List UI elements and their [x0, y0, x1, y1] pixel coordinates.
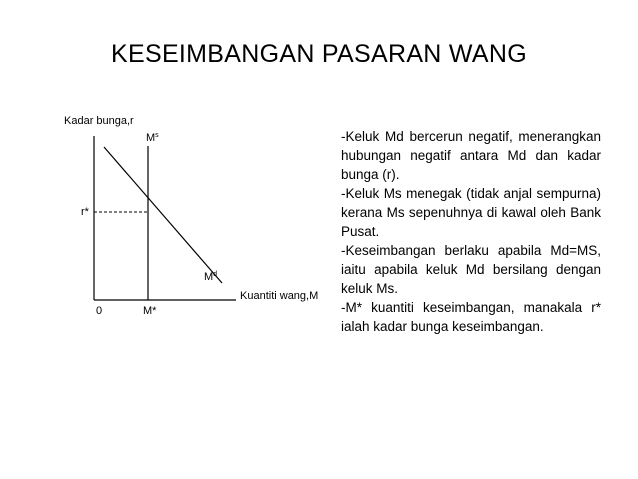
- explanation-notes: [341, 127, 601, 336]
- ms-curve-label: $M^s$: [146, 132, 159, 144]
- note-m-star: -M* kuantiti keseimbangan, manakala r* ialah kadar bunga keseimbangan.: [341, 300, 601, 334]
- note-equilibrium: -Keseimbangan berlaku apabila Md=MS, iaitu apabila keluk Md bersilang dengan keluk Ms.: [341, 243, 601, 296]
- md-curve: [104, 147, 222, 283]
- md-curve-label: $M^d$: [204, 271, 218, 283]
- slide-title: KESEIMBANGAN PASARAN WANG: [111, 40, 527, 68]
- note-ms-vertical: -Keluk Ms menegak (tidak anjal sempurna) kerana Ms sepenuhnya di kawal oleh Bank Pusat.: [341, 186, 601, 239]
- m-star-label: M*: [143, 305, 157, 317]
- y-axis-label: Kadar bunga,r: [64, 115, 134, 127]
- origin-label: 0: [96, 305, 103, 317]
- r-star-label: r*: [81, 206, 89, 218]
- x-axis-label: Kuantiti wang,M: [240, 290, 319, 302]
- note-md-slope: -Keluk Md bercerun negatif, menerangkan hubungan negatif antara Md dan kadar bunga (r).: [341, 129, 601, 182]
